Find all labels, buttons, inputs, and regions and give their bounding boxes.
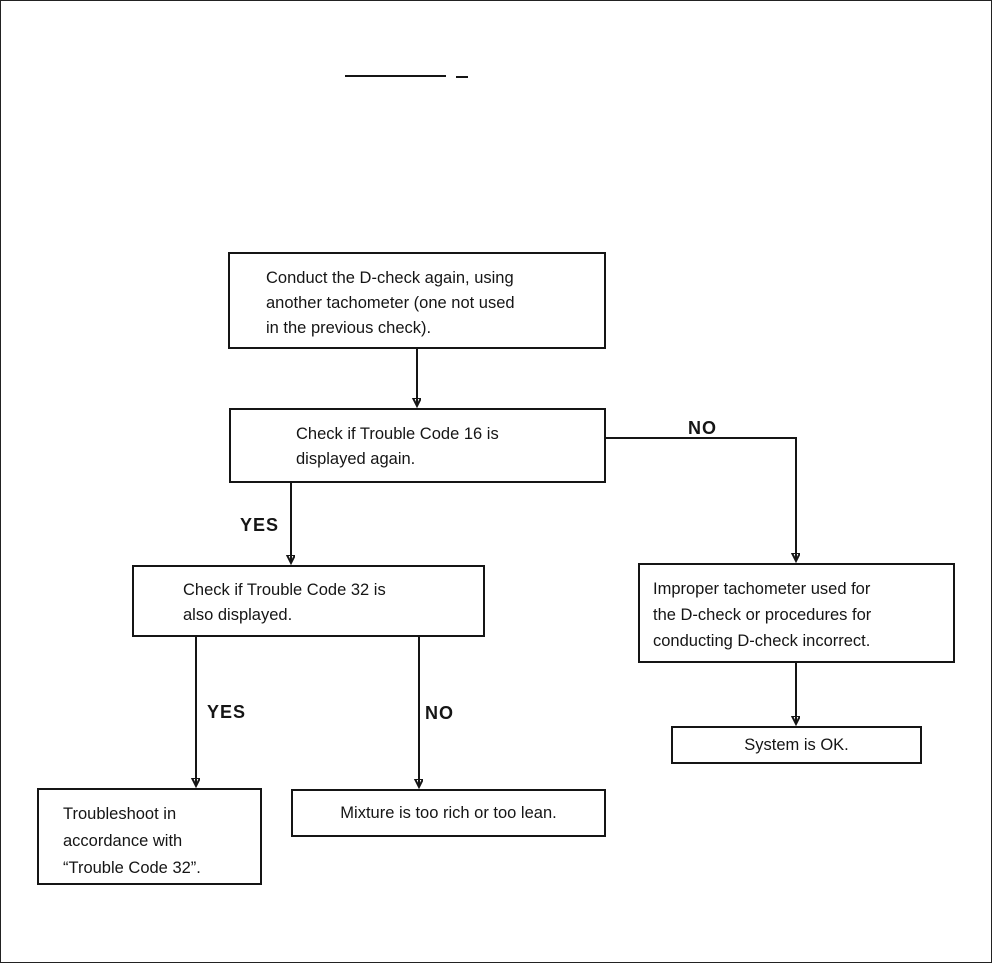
node-text-line: displayed again. bbox=[296, 450, 416, 468]
node-text-line: Troubleshoot in bbox=[63, 805, 177, 823]
node-text-line: “Trouble Code 32”. bbox=[63, 859, 201, 877]
branch-label-no-check32: NO bbox=[425, 703, 454, 723]
node-text-line: Mixture is too rich or too lean. bbox=[340, 804, 557, 822]
node-text-line: Improper tachometer used for bbox=[653, 580, 871, 598]
node-text-line: another tachometer (one not used bbox=[266, 294, 515, 312]
node-text-line: Check if Trouble Code 16 is bbox=[296, 425, 499, 443]
node-text-line: System is OK. bbox=[744, 736, 849, 754]
node-text-line: also displayed. bbox=[183, 606, 293, 624]
node-mixture-rich-lean bbox=[291, 789, 606, 837]
node-improper-tachometer bbox=[638, 563, 955, 663]
node-conduct-dcheck bbox=[228, 252, 606, 349]
node-system-ok bbox=[671, 726, 922, 764]
node-text-line: Conduct the D-check again, using bbox=[266, 269, 514, 287]
branch-label-no-check16: NO bbox=[688, 418, 717, 438]
node-text-line: the D-check or procedures for bbox=[653, 606, 872, 624]
node-check-trouble-code-32 bbox=[132, 565, 485, 637]
node-text-line: accordance with bbox=[63, 832, 183, 850]
node-text-line: Check if Trouble Code 32 is bbox=[183, 581, 386, 599]
node-check-trouble-code-16 bbox=[229, 408, 606, 483]
node-troubleshoot-code-32 bbox=[37, 788, 262, 885]
node-text-line: conducting D-check incorrect. bbox=[653, 632, 871, 650]
arrow-check16-no-to-improper bbox=[606, 438, 796, 561]
node-text-line: in the previous check). bbox=[266, 319, 432, 337]
branch-label-yes-check32: YES bbox=[207, 702, 247, 722]
branch-label-yes-check16: YES bbox=[240, 515, 280, 535]
